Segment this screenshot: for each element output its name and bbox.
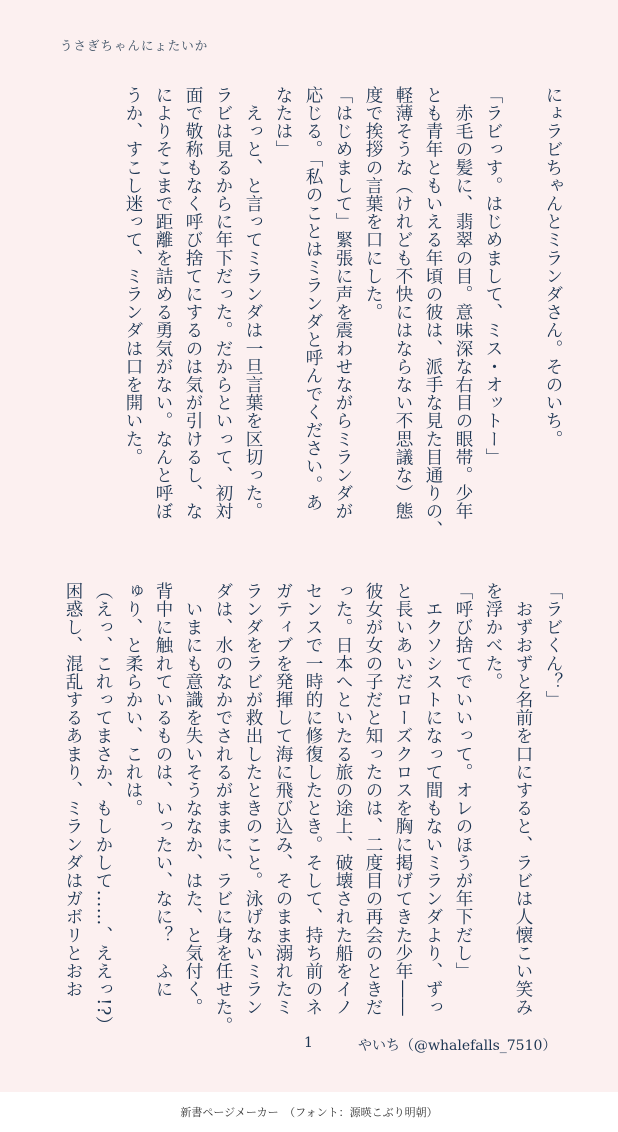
- text-line: 軽薄そうな（けれども不快にはならない不思議な）態: [393, 86, 413, 521]
- text-line: を浮かべた。: [483, 582, 503, 691]
- page-number: 1: [304, 1035, 313, 1051]
- text-line: 「はじめまして」緊張に声を震わせながらミランダが: [333, 86, 353, 521]
- text-line: にょラビちゃんとミランダさん。そのいち。: [543, 86, 563, 448]
- text-line: 応じる。「私のことはミランダと呼んでください。あ: [303, 86, 323, 512]
- text-line: 面で敬称もなく呼び捨てにするのは気が引けるし、な: [183, 86, 203, 521]
- text-line: うか、すこし迷って、ミランダは口を開いた。: [123, 86, 143, 467]
- author-credit: やいち（@whalefalls_7510）: [358, 1038, 557, 1054]
- text-line: ダは、水のなかでされるがままに、ラビに身を任せた。: [213, 582, 233, 1035]
- text-line: 困惑し、混乱するあまり、ミランダはガボリとおお: [63, 582, 83, 999]
- generator-credit: 新書ページメーカー （フォント：源暎こぶり明朝）: [180, 1106, 438, 1119]
- text-line: 赤毛の髪に、翡翠の目。意味深な右目の眼帯。少年: [453, 86, 473, 521]
- text-line: センスで一時的に修復したとき。そして、持ち前のネ: [303, 582, 323, 1017]
- text-line: ランダをラビが救出したときのこと。泳げないミラン: [243, 582, 263, 1017]
- text-block-top: [118, 86, 568, 539]
- text-line: 背中に触れているものは、いったい、なに？ ふに: [153, 582, 173, 999]
- text-line: おずおずと名前を口にすると、ラビは人懐こい笑み: [513, 582, 533, 1017]
- text-line: 「ラビくん？」: [543, 582, 563, 709]
- text-line: ゅり、と柔らかい、これは。: [123, 582, 143, 818]
- text-line: （えっ、これってまさか、もしかして……、ええっ!?）: [93, 582, 113, 1035]
- text-line: 度で挨拶の言葉を口にした。: [363, 86, 383, 322]
- text-line: と長いあいだローズクロスを胸に掲げてきた少年――: [393, 582, 413, 1017]
- text-line: 彼女が女の子だと知ったのは、二度目の再会のときだ: [363, 582, 383, 1017]
- text-line: [508, 86, 538, 526]
- text-line: ガティブを発揮して海に飛び込み、そのまま溺れたミ: [273, 582, 293, 1017]
- text-line: えっと、と言ってミランダは一旦言葉を区切った。: [243, 86, 263, 521]
- text-line: いまにも意識を失いそうななか、はた、と気付く。: [183, 582, 203, 1017]
- text-line: によりそこまで距離を詰める勇気がない。なんと呼ぼ: [153, 86, 173, 521]
- text-line: った。日本へといたる旅の途上、破壊された船をイノ: [333, 582, 353, 1017]
- text-block-bottom: [58, 582, 568, 1035]
- text-line: とも青年ともいえる年頃の彼は、派手な見た目通りの、: [423, 86, 443, 539]
- text-line: エクソシストになって間もないミランダより、ずっ: [423, 582, 443, 1017]
- header-title: うさぎちゃんにょたいか: [60, 38, 209, 53]
- text-line: ラビは見るからに年下だった。だからといって、初対: [213, 86, 233, 521]
- text-line: 「呼び捨てでいいって。オレのほうが年下だし」: [453, 582, 473, 981]
- text-line: なたは」: [273, 86, 293, 159]
- text-line: 「ラビっす。はじめまして、ミス・オットー」: [483, 86, 503, 467]
